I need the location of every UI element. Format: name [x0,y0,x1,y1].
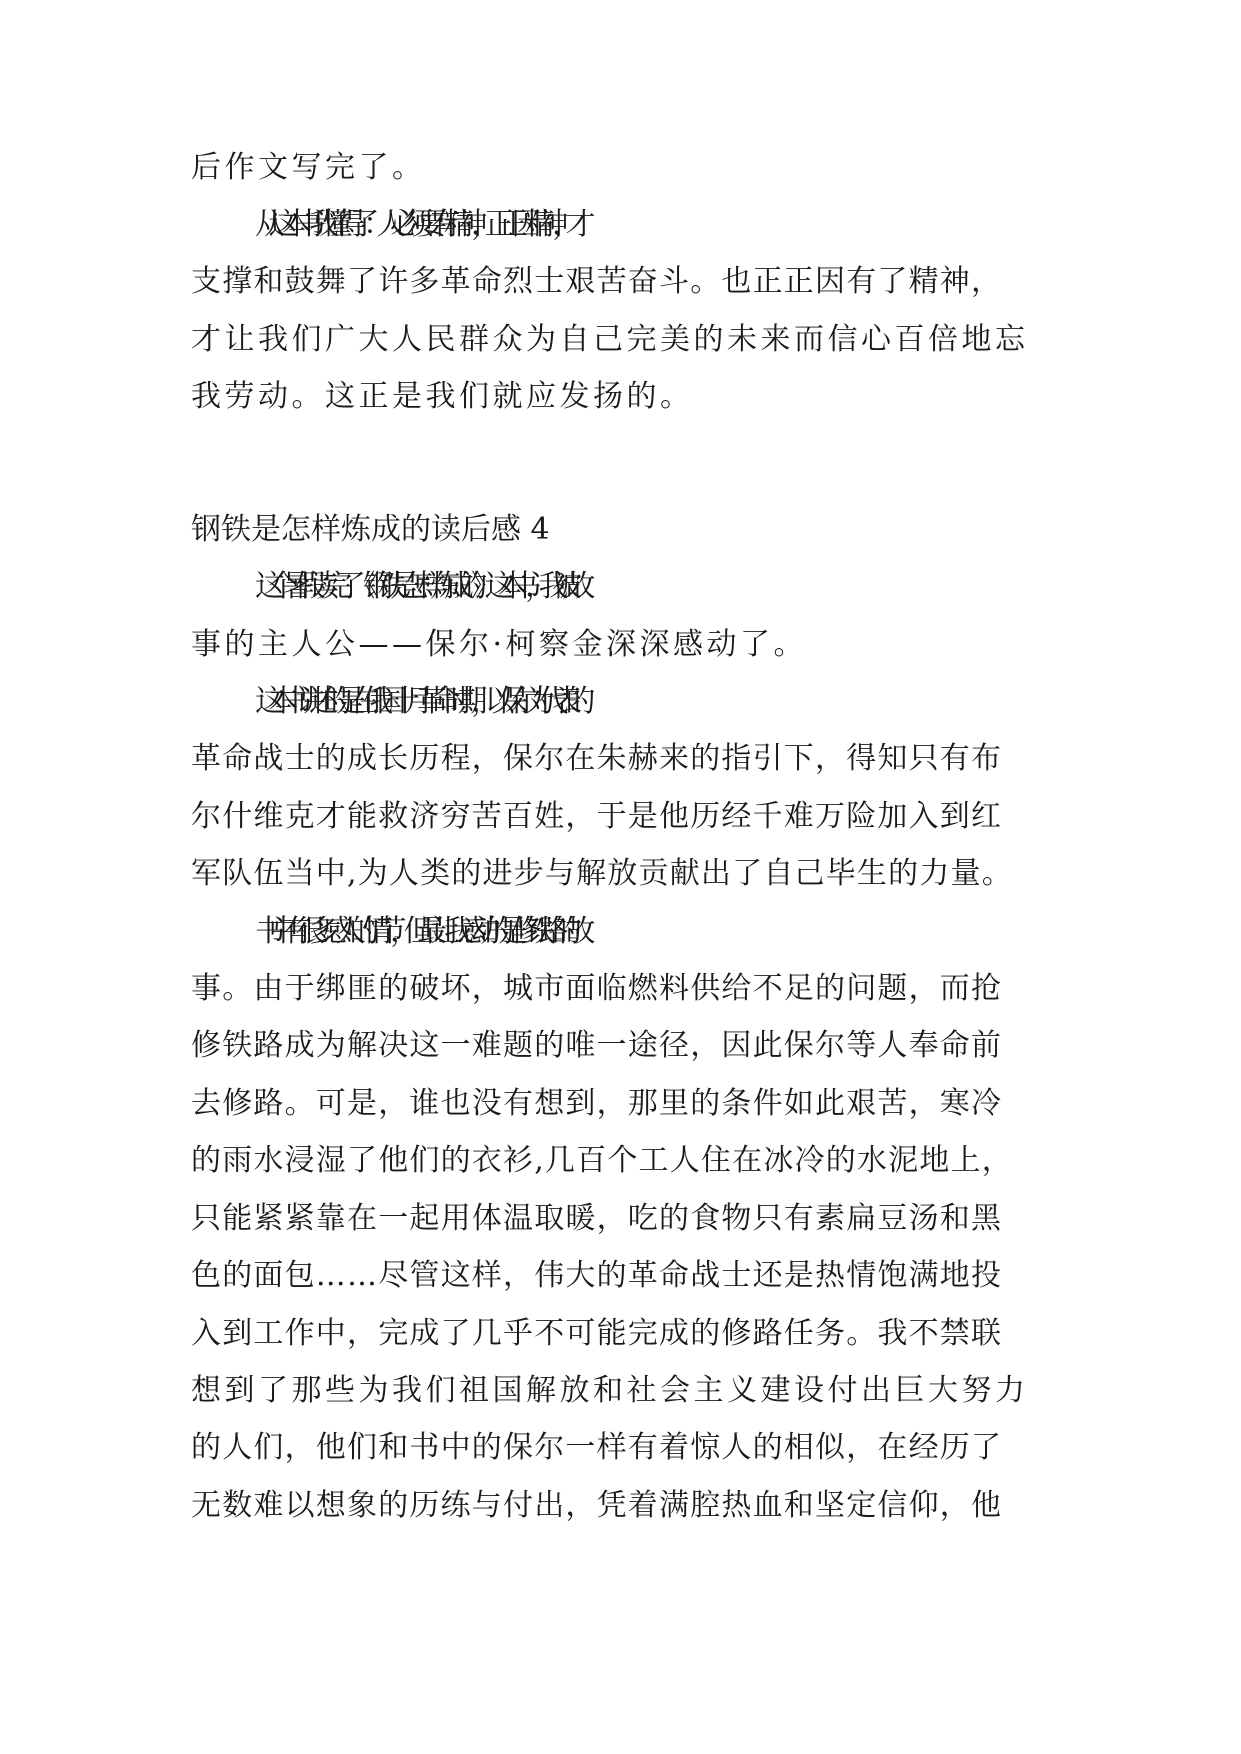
section-heading: 钢铁是怎样炼成的读后感 4 [191,512,550,547]
text-line: 色的面包……尽管这样，伟大的革命战士还是热情饱满地投 [191,1258,1003,1293]
text-line: 事的主人公——保尔·柯察金深深感动了。 [191,627,808,662]
text-line: 支撑和鼓舞了许多革命烈士艰苦奋斗。也正正因有了精神， [191,264,1003,299]
text-line: 无数难以想象的历练与付出，凭着满腔热血和坚定信仰，他 [191,1488,1003,1523]
text-line: 的雨水浸湿了他们的衣衫,几百个工人住在冰冷的水泥地上， [191,1143,1013,1178]
text-line: 想到了那些为我们祖国解放和社会主义建设付出巨大努力 [191,1373,1029,1408]
text-line: 从这本书我懂得了：人必须要有精神，正正因精神，才 [255,207,579,242]
text-line: 这本书讲述的是在俄国十月革命时期，以保尔为代表的 [255,684,579,719]
text-line: 后作文写完了。 [191,150,426,185]
text-line: 的人们，他们和书中的保尔一样有着惊人的相似，在经历了 [191,1430,1003,1465]
text-line: 这个暑假读完了《钢铁是怎样炼成的》这本书，我被故 [255,569,579,604]
text-line: 只能紧紧靠在一起用体温取暖，吃的食物只有素扁豆汤和黑 [191,1201,1003,1236]
text-line: 军队伍当中,为人类的进步与解放贡献出了自己毕生的力量。 [191,856,1013,891]
text-line: 去修路。可是，谁也没有想到，那里的条件如此艰苦，寒冷 [191,1086,1003,1121]
text-line: 入到工作中，完成了几乎不可能完成的修路任务。我不禁联 [191,1316,1003,1351]
text-line: 尔什维克才能救济穷苦百姓，于是他历经千难万险加入到红 [191,799,1003,834]
text-line: 书中有很多感人的情节，但最让我感动的是修铁路的故 [255,914,579,949]
text-line: 革命战士的成长历程，保尔在朱赫来的指引下，得知只有布 [191,741,1003,776]
text-line: 修铁路成为解决这一难题的唯一途径，因此保尔等人奉命前 [191,1028,1003,1063]
text-line: 才让我们广大人民群众为自己完美的未来而信心百倍地忘 [191,322,1029,357]
text-line: 我劳动。这正是我们就应发扬的。 [191,379,694,414]
text-line: 事。由于绑匪的破坏，城市面临燃料供给不足的问题，而抢 [191,971,1003,1006]
